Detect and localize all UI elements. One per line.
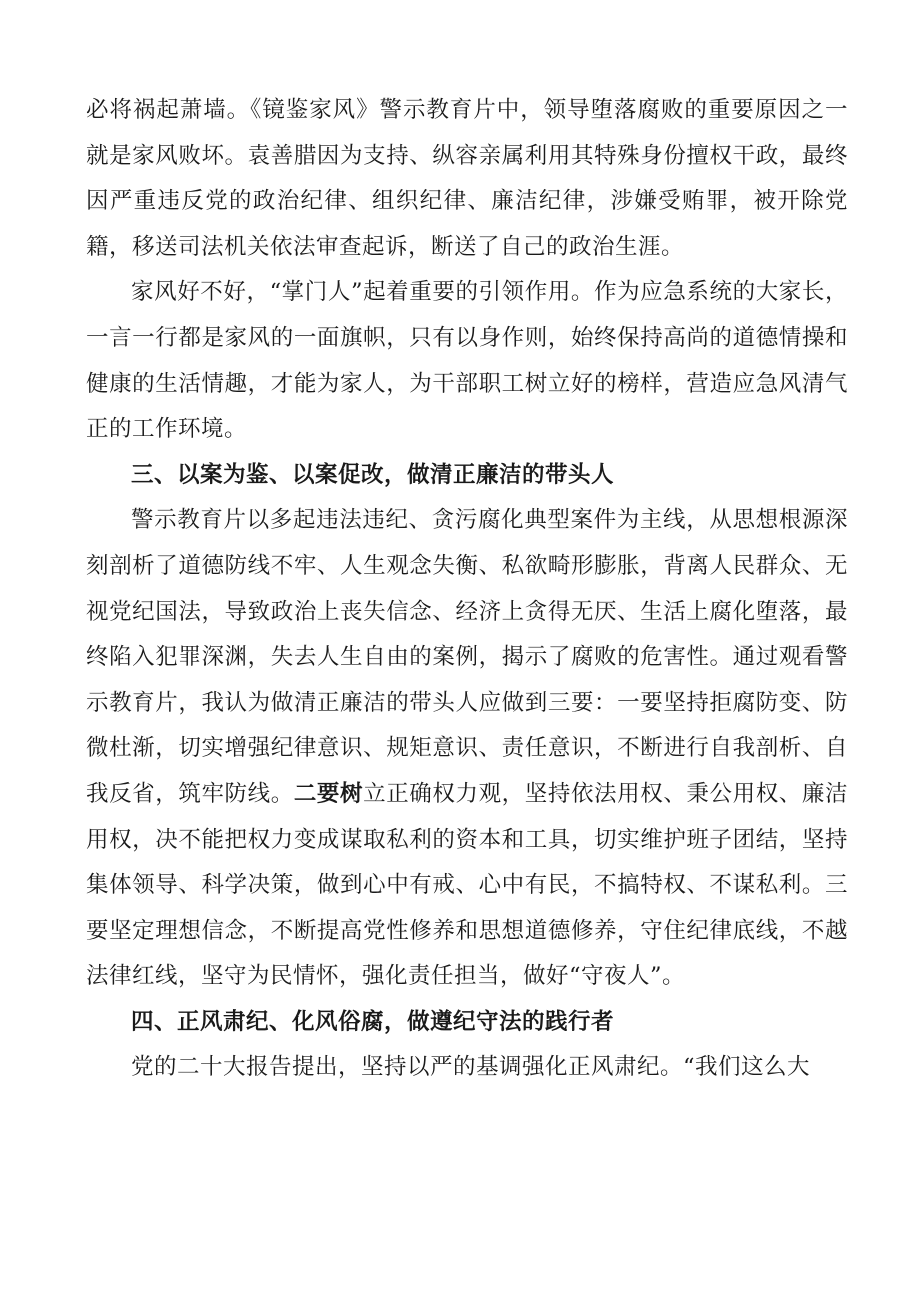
paragraph-warning-education (86, 498, 848, 1000)
paragraph-family-style-case: 必将祸起萧墙。《镜鉴家风》警示教育片中，领导堕落腐败的重要原因之一就是家风败坏。袁善腊因为支持、纵容亲属利用其特殊身份擅权干政，最终因严重违反党的政治纪律、组织纪律、廉洁纪律，涉嫌受贿罪，被开除党籍，移送司法机关依法审查起诉，断送了自己的政治生涯。 (86, 97, 848, 260)
paragraph-text-part1: 警示教育片以多起违法违纪、贪污腐化典型案件为主线，从思想根源深刻剖析了道德防线不牢、人生观念失衡、私欲畸形膨胀，背离人民群众、无视党纪国法，导致政治上丧失信念、经济上贪得无厌、生活上腐化堕落，最终陷入犯罪深渊，失去人生自由的案例，揭示了腐败的危害性。通过观看警示教育片，我认为做清正廉洁的带头人应做到三要：一要坚持拒腐防变、防微杜渐，切实增强纪律意识、规矩意识、责任意识，不断进行自我剖析、自我反省，筑牢防线。 (86, 507, 848, 807)
paragraph-bold-phrase: 二要树 (293, 780, 364, 807)
paragraph-text-part2: 立正确权力观，坚持依法用权、秉公用权、廉洁用权，决不能把权力变成谋取私利的资本和工具，切实维护班子团结，坚持集体领导、科学决策，做到心中有戒、心中有民，不搞特权、不谋私利。三要坚定理想信念，不断提高党性修养和思想道德修养，守住纪律底线，不越法律红线，坚守为民情怀，强化责任担当，做好“守夜人”。 (86, 780, 848, 990)
section-heading-4: 四、正风肃纪、化风俗腐，做遵纪守法的践行者 (131, 1008, 615, 1035)
section-heading-3: 三、以案为鉴、以案促改，做清正廉洁的带头人 (131, 461, 615, 488)
paragraph-party-report: 党的二十大报告提出，坚持以严的基调强化正风肃纪。“我们这么大 (131, 1054, 811, 1081)
document-page (86, 88, 848, 1091)
paragraph-family-head-role: 家风好不好，“掌门人”起着重要的引领作用。作为应急系统的大家长，一言一行都是家风的一面旗帜，只有以身作则，始终保持高尚的道德情操和健康的生活情趣，才能为家人，为干部职工树立好的榜样，营造应急风清气正的工作环境。 (86, 279, 848, 443)
